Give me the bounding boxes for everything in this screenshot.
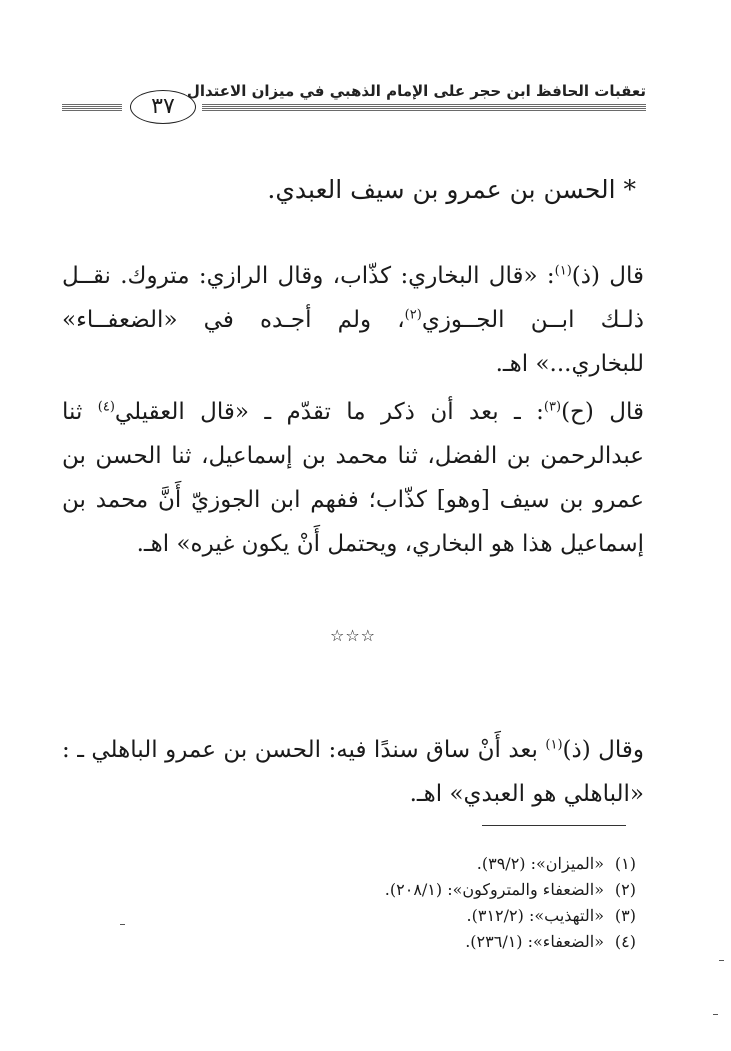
footnote-ref: (٣) (543, 399, 562, 415)
footnote-text: «التهذيب»: (٣١٢/٢). (466, 906, 604, 925)
paragraph-text: ، ولم أجـده في «الضعفــاء» للبخاري...» اهـ. (62, 307, 644, 377)
paragraph-text: قال (ذ) (571, 263, 644, 289)
footnote-item (385, 929, 636, 955)
header-rule-left (62, 104, 122, 111)
paragraph-text: : ـ بعد أن ذكر ما تقدّم ـ «قال العقيلي (114, 399, 544, 425)
page-header (62, 82, 646, 128)
footnote-ref: (٢) (404, 307, 422, 323)
paragraph-text: ثنا عبدالرحمن بن الفضل، ثنا محمد بن إسماعيل، ثنا الحسن بن عمرو بن سيف [وهو] كذّاب؛ ففهم ابن الجوزيّ أَنَّ محمد بن إسماعيل هذا هو البخاري، ويحتمل أَنْ يكون غيره» اهـ. (62, 399, 644, 557)
footnote-number: (٢) (614, 880, 636, 899)
paragraph-text: : «قال البخاري: كذّاب، وقال الرازي: متروك. نقــل ذلـك ابــن الجــوزي (62, 263, 645, 333)
footnote-text: «الميزان»: (٣٩/٢). (476, 854, 604, 873)
page-number: ٣٧ (130, 90, 196, 124)
paragraph-dhahabi-2 (62, 728, 644, 816)
footnote-item (385, 851, 636, 877)
footnote-ref: (١) (545, 737, 563, 753)
paragraph-hafiz (62, 390, 644, 566)
footnote-number: (٣) (614, 906, 636, 925)
footnote-ref: (٤) (97, 399, 115, 415)
footnote-number: (١) (614, 854, 636, 873)
footnote-text: «الضعفاء والمتروكون»: (٢٠٨/١). (384, 880, 604, 899)
paragraph-dhahabi (62, 254, 644, 386)
footnote-number: (٤) (614, 932, 636, 951)
footnote-rule (482, 825, 626, 826)
section-separator: ☆☆☆ (329, 626, 377, 645)
header-rule-right (202, 104, 646, 111)
scan-speck (120, 924, 125, 925)
footnote-text: «الضعفاء»: (٢٣٦/١). (465, 932, 604, 951)
paragraph-text: بعد أَنْ ساق سندًا فيه: الحسن بن عمرو الباهلي ـ : «الباهلي هو العبدي» اهـ. (62, 737, 644, 807)
footnote-item (385, 903, 636, 929)
footnote-item (385, 877, 636, 903)
scan-speck (713, 1014, 718, 1015)
running-title: تعقبات الحافظ ابن حجر على الإمام الذهبي في ميزان الاعتدال (186, 82, 646, 100)
paragraph-text: قال (ح) (561, 399, 644, 425)
entry-title: * الحسن بن عمرو بن سيف العبدي. (267, 175, 636, 204)
paragraph-text: وقال (ذ) (562, 737, 644, 763)
footnote-ref: (١) (554, 263, 572, 279)
scan-speck (719, 960, 724, 961)
footnotes (385, 851, 636, 955)
